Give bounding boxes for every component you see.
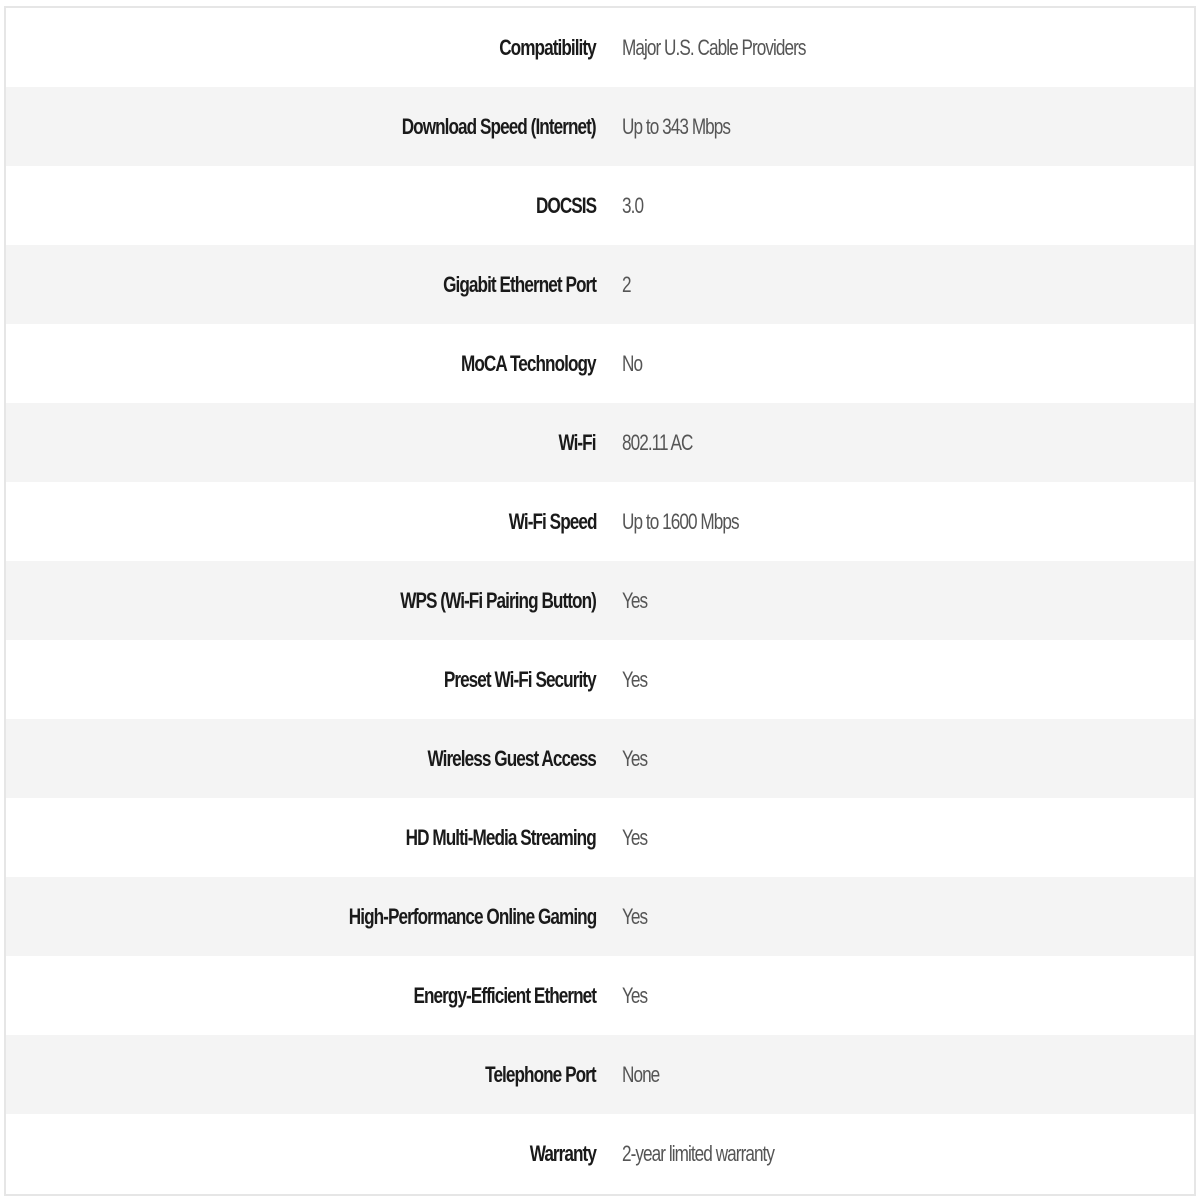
table-row [6,719,1194,798]
spec-value-download-speed: Up to 343 Mbps [622,113,731,139]
spec-label-download-speed: Download Speed (Internet) [402,113,596,139]
table-row [6,8,1194,87]
table-row [6,877,1194,956]
spec-label-online-gaming: High-Performance Online Gaming [348,903,596,929]
spec-table [6,8,1194,1193]
spec-label-wps: WPS (Wi-Fi Pairing Button) [400,587,596,613]
spec-label-telephone-port: Telephone Port [485,1061,596,1087]
table-row [6,324,1194,403]
spec-label-docsis: DOCSIS [535,192,596,218]
spec-value-energy-efficient-ethernet: Yes [622,982,648,1008]
spec-value-moca-technology: No [622,350,643,376]
spec-value-compatibility: Major U.S. Cable Providers [622,34,806,60]
spec-label-preset-wifi-security: Preset Wi-Fi Security [444,666,596,692]
spec-value-wifi-speed: Up to 1600 Mbps [622,508,739,534]
table-row [6,1035,1194,1114]
spec-label-hd-streaming: HD Multi-Media Streaming [405,824,596,850]
spec-label-energy-efficient-ethernet: Energy-Efficient Ethernet [413,982,596,1008]
table-row [6,245,1194,324]
spec-label-wifi: Wi-Fi [558,429,596,455]
spec-value-hd-streaming: Yes [622,824,648,850]
spec-label-moca-technology: MoCA Technology [461,350,596,376]
table-row [6,1114,1194,1193]
spec-value-docsis: 3.0 [622,192,644,218]
table-row [6,87,1194,166]
spec-value-online-gaming: Yes [622,903,648,929]
spec-label-wireless-guest-access: Wireless Guest Access [427,745,596,771]
spec-value-warranty: 2-year limited warranty [622,1140,775,1166]
spec-table-container [4,6,1196,1196]
spec-label-warranty: Warranty [529,1140,596,1166]
spec-label-gigabit-ethernet-port: Gigabit Ethernet Port [443,271,596,297]
spec-label-compatibility: Compatibility [499,34,596,60]
table-row [6,798,1194,877]
spec-value-wps: Yes [622,587,648,613]
table-row [6,561,1194,640]
spec-value-wireless-guest-access: Yes [622,745,648,771]
table-row [6,403,1194,482]
spec-value-telephone-port: None [622,1061,660,1087]
spec-label-wifi-speed: Wi-Fi Speed [508,508,596,534]
spec-value-gigabit-ethernet-port: 2 [622,271,631,297]
spec-value-wifi: 802.11 AC [622,429,693,455]
table-row [6,956,1194,1035]
table-row [6,166,1194,245]
table-row [6,482,1194,561]
spec-value-preset-wifi-security: Yes [622,666,648,692]
table-row [6,640,1194,719]
